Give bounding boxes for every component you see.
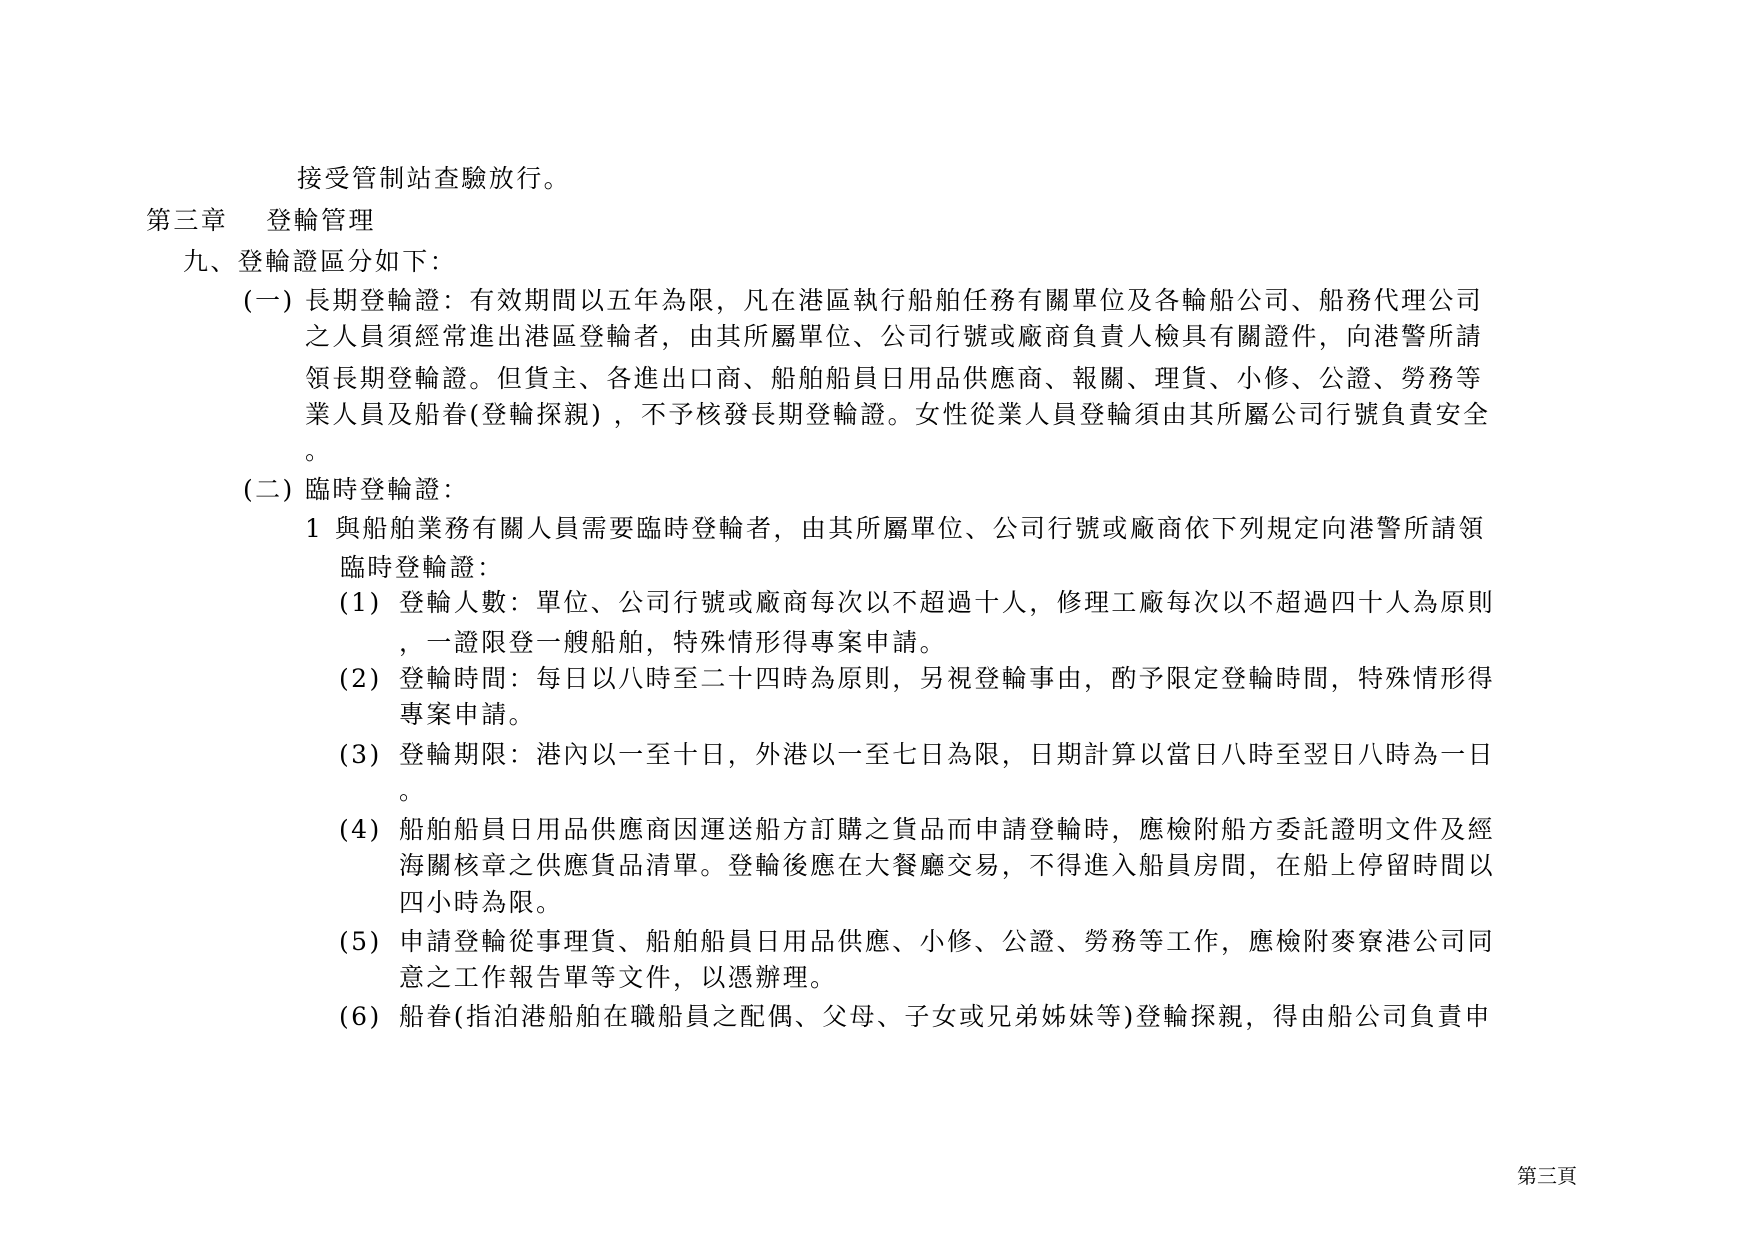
- p1-line-1: (1) 登輪人數：單位、公司行號或廠商每次以不超過十人，修理工廠每次以不超過四十人為原則: [339, 588, 1496, 617]
- p5-label: (5): [339, 927, 382, 956]
- p3-label: (3): [339, 740, 382, 769]
- item1-line-1: 1 與船舶業務有關人員需要臨時登輪者，由其所屬單位、公司行號或廠商依下列規定向港警所請領: [305, 514, 1486, 543]
- p2-label: (2): [339, 664, 382, 693]
- chapter-title: 登輪管理: [266, 206, 376, 235]
- continuation-line: 接受管制站查驗放行。: [297, 164, 572, 193]
- p4-line-1: (4) 船舶船員日用品供應商因運送船方訂購之貨品而申請登輪時，應檢附船方委託證明文件及經: [339, 815, 1496, 844]
- item1-label: 1: [305, 514, 324, 543]
- p4-label: (4): [339, 815, 382, 844]
- item1-line-2: 臨時登輪證：: [340, 553, 505, 582]
- section-9-heading: 九、登輪證區分如下：: [183, 247, 458, 276]
- p6-line-1: (6) 船眷(指泊港船舶在職船員之配偶、父母、子女或兄弟姊妹等)登輪探親，得由船公司負責申: [339, 1002, 1492, 1031]
- sub1-line-4: 業人員及船眷(登輪探親) ，不予核發長期登輪證。女性從業人員登輪須由其所屬公司行號負責安全: [305, 400, 1491, 429]
- p5-line-2: 意之工作報告單等文件，以憑辦理。: [399, 963, 838, 992]
- p1-line-2: ，一證限登一艘船舶，特殊情形得專案申請。: [399, 628, 948, 657]
- chapter-heading: [146, 206, 376, 236]
- p4-line-2: 海關核章之供應貨品清單。登輪後應在大餐廳交易，不得進入船員房間，在船上停留時間以: [399, 851, 1496, 880]
- p3-line-2: 。: [399, 776, 427, 805]
- p1-label: (1): [339, 588, 382, 617]
- p2-line-2: 專案申請。: [399, 700, 537, 729]
- p2-line-1: (2) 登輪時間：每日以八時至二十四時為原則，另視登輪事由，酌予限定登輪時間，特殊情形得: [339, 664, 1496, 693]
- p3-line-1: (3) 登輪期限：港內以一至十日，外港以一至七日為限，日期計算以當日八時至翌日八時為一日: [339, 740, 1496, 769]
- sub1-line-3: 領長期登輪證。但貨主、各進出口商、船舶船員日用品供應商、報關、理貨、小修、公證、勞務等: [305, 364, 1484, 393]
- sub1-line-2: 之人員須經常進出港區登輪者，由其所屬單位、公司行號或廠商負責人檢具有關證件，向港警所請: [305, 322, 1484, 351]
- p6-label: (6): [339, 1002, 382, 1031]
- sub1-line-1: (一) 長期登輪證：有效期間以五年為限，凡在港區執行船舶任務有關單位及各輪船公司、船務代理公司: [243, 286, 1484, 315]
- sub1-label: (一): [243, 286, 295, 315]
- sub2-label: (二): [243, 475, 295, 504]
- page-number: 第三頁: [1517, 1164, 1577, 1188]
- chapter-label: 第三章: [146, 206, 229, 235]
- p4-line-3: 四小時為限。: [399, 888, 564, 917]
- sub2-heading: (二) 臨時登輪證：: [243, 475, 470, 504]
- sub1-line-5: 。: [305, 436, 333, 465]
- p5-line-1: (5) 申請登輪從事理貨、船舶船員日用品供應、小修、公證、勞務等工作，應檢附麥寮港公司同: [339, 927, 1496, 956]
